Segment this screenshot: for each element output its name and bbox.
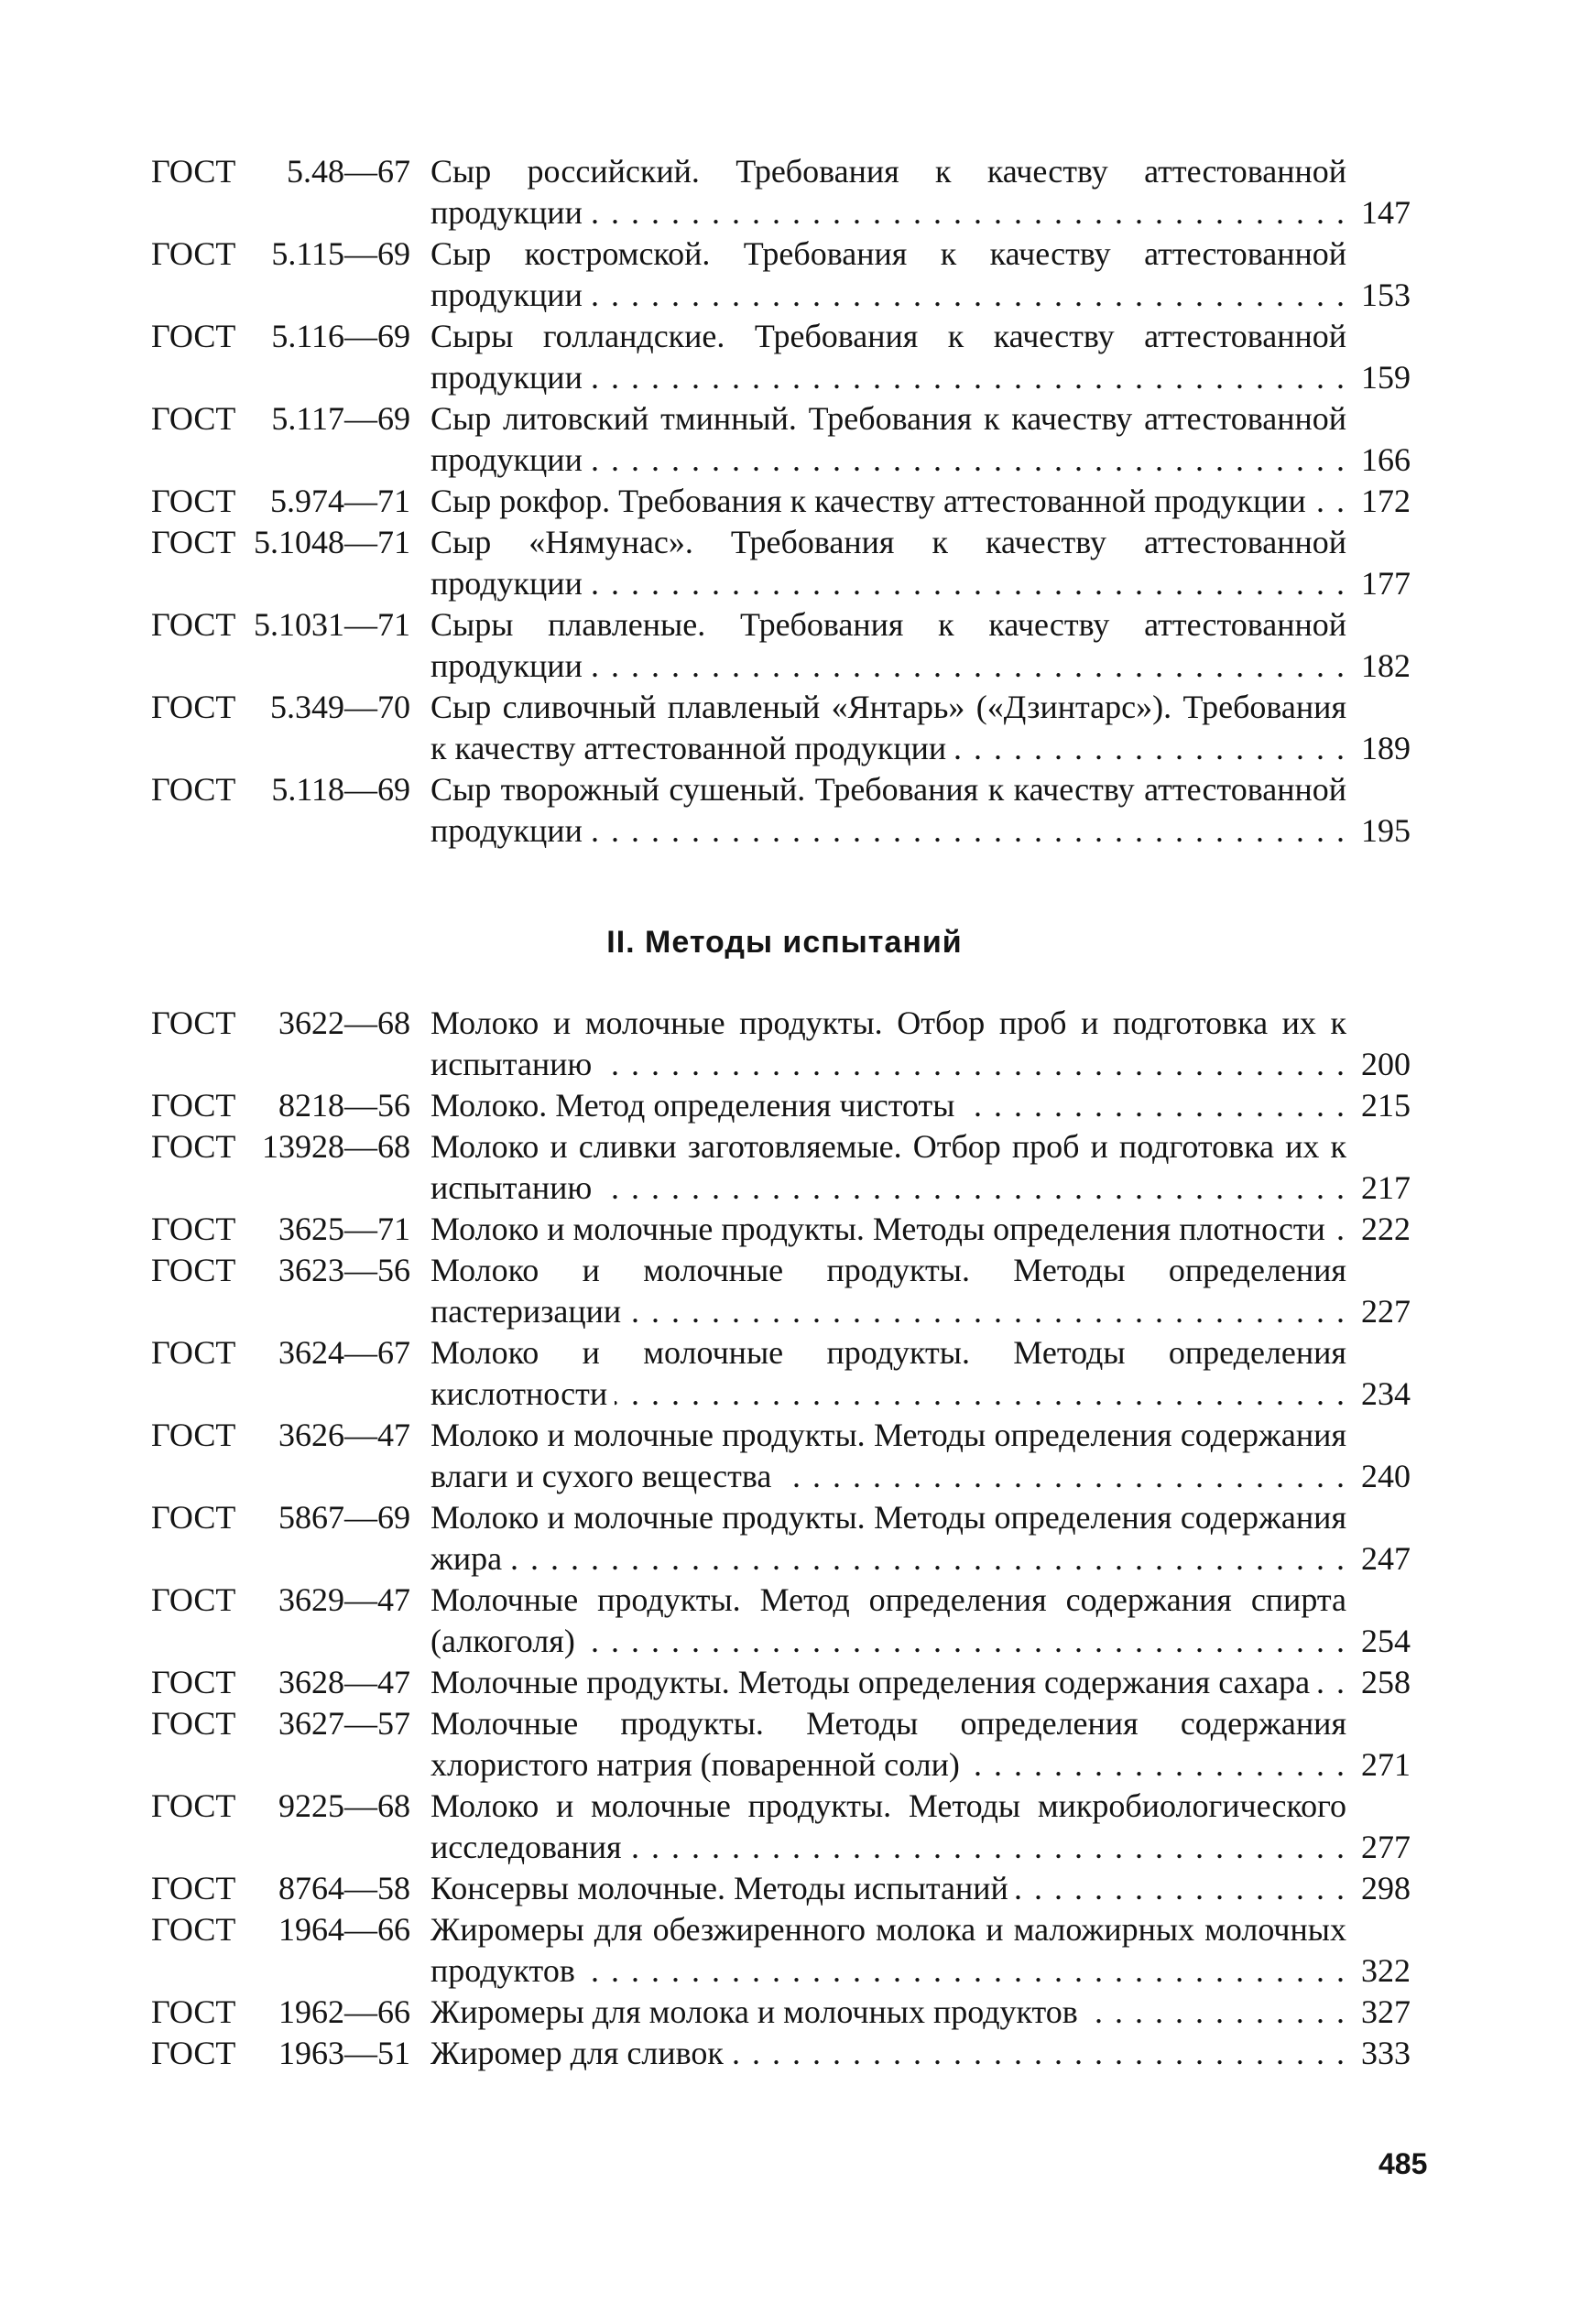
standard-prefix: ГОСТ xyxy=(151,483,236,519)
standard-number: 5.115—69 xyxy=(271,235,410,272)
entry-title-text: Сыр творожный сушеный. Требования к качеству аттестованной продукции xyxy=(430,771,1346,849)
standard-code xyxy=(151,769,430,852)
entry-title-text: Сыр сливочный плавленый «Янтарь» («Дзинтарс»). Требования к качеству аттестованной продукции xyxy=(430,689,1346,766)
standard-number: 5867—69 xyxy=(278,1499,410,1536)
standard-prefix: ГОСТ xyxy=(151,1334,236,1371)
toc-entry xyxy=(151,1126,1411,1209)
standard-number: 3626—47 xyxy=(278,1417,410,1453)
entry-title xyxy=(430,1126,1346,1209)
toc-entry xyxy=(151,233,1411,316)
entry-title-text: Молоко и молочные продукты. Методы микробиологического исследования xyxy=(430,1787,1346,1865)
standard-number: 3629—47 xyxy=(278,1581,410,1618)
entry-title xyxy=(430,1209,1346,1250)
entry-title xyxy=(430,1703,1346,1786)
toc-entry xyxy=(151,398,1411,481)
entry-page-number: 159 xyxy=(1361,359,1411,396)
entry-page-number: 166 xyxy=(1361,441,1411,478)
entry-title-text: Сыры плавленые. Требования к качеству аттестованной продукции xyxy=(430,606,1346,684)
entry-title xyxy=(430,1003,1346,1085)
standard-code xyxy=(151,1085,430,1126)
standard-prefix: ГОСТ xyxy=(151,771,236,808)
entry-title-text: Сыр костромской. Требования к качеству аттестованной продукции xyxy=(430,235,1346,313)
standard-prefix: ГОСТ xyxy=(151,153,236,190)
standard-code xyxy=(151,1992,430,2033)
entry-page-number: 227 xyxy=(1361,1293,1411,1330)
standard-number: 1964—66 xyxy=(278,1911,410,1948)
entry-title xyxy=(430,604,1346,687)
entry-title xyxy=(430,1992,1346,2033)
toc-entry xyxy=(151,151,1411,233)
standard-number: 3625—71 xyxy=(278,1211,410,1247)
standard-prefix: ГОСТ xyxy=(151,1087,236,1124)
standard-prefix: ГОСТ xyxy=(151,1211,236,1247)
standard-prefix: ГОСТ xyxy=(151,1664,236,1700)
toc-entry xyxy=(151,1703,1411,1786)
entry-title xyxy=(430,522,1346,604)
standard-code xyxy=(151,1662,430,1703)
standard-prefix: ГОСТ xyxy=(151,2035,236,2071)
entry-page-number: 147 xyxy=(1361,194,1411,231)
standard-prefix: ГОСТ xyxy=(151,1128,236,1165)
toc-entry xyxy=(151,1209,1411,1250)
entry-page-number: 217 xyxy=(1361,1169,1411,1206)
toc-entry xyxy=(151,522,1411,604)
standard-prefix: ГОСТ xyxy=(151,235,236,272)
standard-code xyxy=(151,687,430,769)
standard-number: 5.116—69 xyxy=(271,318,410,354)
entry-title xyxy=(430,1332,1346,1415)
standard-number: 3622—68 xyxy=(278,1005,410,1041)
toc-entry xyxy=(151,1580,1411,1662)
entry-page-number: 200 xyxy=(1361,1046,1411,1082)
entry-title-text: Молоко и молочные продукты. Методы определения плотности xyxy=(430,1211,1333,1247)
standard-code xyxy=(151,1703,430,1786)
standard-code xyxy=(151,604,430,687)
toc-section-2 xyxy=(151,1003,1411,2074)
standard-number: 1963—51 xyxy=(278,2035,410,2071)
standard-number: 5.48—67 xyxy=(287,153,410,190)
standard-code xyxy=(151,1332,430,1415)
entry-page-number: 240 xyxy=(1361,1458,1411,1494)
standard-code xyxy=(151,316,430,398)
standard-prefix: ГОСТ xyxy=(151,1870,236,1906)
entry-page-number: 177 xyxy=(1361,565,1411,602)
entry-title xyxy=(430,1497,1346,1580)
toc-entry xyxy=(151,1909,1411,1992)
standard-number: 8764—58 xyxy=(278,1870,410,1906)
standard-prefix: ГОСТ xyxy=(151,606,236,643)
entry-page-number: 258 xyxy=(1361,1664,1411,1700)
standard-number: 3624—67 xyxy=(278,1334,410,1371)
standard-number: 9225—68 xyxy=(278,1787,410,1824)
entry-title-text: Молоко и сливки заготовляемые. Отбор проб и подготовка их к испытанию xyxy=(430,1128,1346,1206)
entry-title-text: Сыр российский. Требования к качеству аттестованной продукции xyxy=(430,153,1346,231)
entry-title-text: Молочные продукты. Методы определения содержания хлористого натрия (поваренной соли) xyxy=(430,1705,1346,1783)
entry-title xyxy=(430,1786,1346,1868)
section-heading: II. Методы испытаний xyxy=(606,925,963,960)
toc-entry xyxy=(151,1250,1411,1332)
standard-code xyxy=(151,2033,430,2074)
entry-title-text: Молоко и молочные продукты. Методы определения содержания жира xyxy=(430,1499,1346,1577)
entry-title-text: Сыры голландские. Требования к качеству аттестованной продукции xyxy=(430,318,1346,396)
toc-entry xyxy=(151,604,1411,687)
entry-title-text: Сыр рокфор. Требования к качеству аттестованной продукции xyxy=(430,483,1313,519)
standard-prefix: ГОСТ xyxy=(151,1252,236,1288)
entry-title xyxy=(430,687,1346,769)
standard-prefix: ГОСТ xyxy=(151,1911,236,1948)
standard-number: 3627—57 xyxy=(278,1705,410,1742)
toc-entry xyxy=(151,1786,1411,1868)
entry-page-number: 182 xyxy=(1361,647,1411,684)
standard-prefix: ГОСТ xyxy=(151,1787,236,1824)
standard-number: 1962—66 xyxy=(278,1993,410,2030)
entry-title-text: Молочные продукты. Методы определения содержания сахара xyxy=(430,1664,1317,1700)
toc-entry xyxy=(151,1332,1411,1415)
page-number: 485 xyxy=(1378,2147,1428,2180)
standard-number: 5.117—69 xyxy=(271,400,410,437)
standard-prefix: ГОСТ xyxy=(151,1581,236,1618)
standard-code xyxy=(151,1003,430,1085)
entry-title-text: Молочные продукты. Метод определения содержания спирта (алкоголя) xyxy=(430,1581,1346,1659)
standard-prefix: ГОСТ xyxy=(151,1499,236,1536)
toc-entry xyxy=(151,1085,1411,1126)
standard-number: 5.974—71 xyxy=(270,483,410,519)
toc-section-1 xyxy=(151,151,1411,852)
entry-page-number: 333 xyxy=(1361,2035,1411,2071)
standard-prefix: ГОСТ xyxy=(151,318,236,354)
entry-title-text: Консервы молочные. Методы испытаний xyxy=(430,1870,1016,1906)
entry-page-number: 254 xyxy=(1361,1623,1411,1659)
entry-title xyxy=(430,316,1346,398)
toc-entry xyxy=(151,687,1411,769)
entry-title xyxy=(430,233,1346,316)
entry-title xyxy=(430,398,1346,481)
entry-page-number: 153 xyxy=(1361,277,1411,313)
toc-entry xyxy=(151,1662,1411,1703)
entry-page-number: 298 xyxy=(1361,1870,1411,1906)
entry-page-number: 234 xyxy=(1361,1375,1411,1412)
standard-code xyxy=(151,1250,430,1332)
toc-entry xyxy=(151,1003,1411,1085)
entry-page-number: 271 xyxy=(1361,1746,1411,1783)
toc-entry xyxy=(151,316,1411,398)
standard-number: 8218—56 xyxy=(278,1087,410,1124)
toc-entry xyxy=(151,481,1411,522)
standard-code xyxy=(151,233,430,316)
entry-title-text: Молоко и молочные продукты. Методы определения пастеризации xyxy=(430,1252,1346,1330)
toc-entry xyxy=(151,1415,1411,1497)
entry-page-number: 327 xyxy=(1361,1993,1411,2030)
entry-title-text: Молоко и молочные продукты. Методы определения кислотности xyxy=(430,1334,1346,1412)
standard-number: 3623—56 xyxy=(278,1252,410,1288)
standard-prefix: ГОСТ xyxy=(151,524,236,560)
entry-title xyxy=(430,1580,1346,1662)
standard-prefix: ГОСТ xyxy=(151,1417,236,1453)
toc-entry xyxy=(151,769,1411,852)
entry-title xyxy=(430,1868,1346,1909)
entry-title xyxy=(430,1662,1346,1703)
entry-title xyxy=(430,1909,1346,1992)
standard-code xyxy=(151,1209,430,1250)
entry-title xyxy=(430,1085,1346,1126)
entry-title-text: Жиромеры для молока и молочных продуктов xyxy=(430,1993,1085,2030)
entry-title xyxy=(430,2033,1346,2074)
standard-code xyxy=(151,1415,430,1497)
entry-page-number: 277 xyxy=(1361,1829,1411,1865)
entry-title xyxy=(430,151,1346,233)
standard-number: 5.118—69 xyxy=(271,771,410,808)
entry-page-number: 322 xyxy=(1361,1952,1411,1989)
standard-number: 3628—47 xyxy=(278,1664,410,1700)
entry-title-text: Сыр «Нямунас». Требования к качеству аттестованной продукции xyxy=(430,524,1346,602)
entry-title-text: Жиромер для сливок xyxy=(430,2035,731,2071)
standard-code xyxy=(151,1786,430,1868)
standard-prefix: ГОСТ xyxy=(151,400,236,437)
standard-prefix: ГОСТ xyxy=(151,1005,236,1041)
standard-code xyxy=(151,398,430,481)
entry-page-number: 215 xyxy=(1361,1087,1411,1124)
entry-page-number: 172 xyxy=(1361,483,1411,519)
standard-code xyxy=(151,522,430,604)
toc-entry xyxy=(151,2033,1411,2074)
entry-title xyxy=(430,1250,1346,1332)
standard-code xyxy=(151,1497,430,1580)
standard-number: 13928—68 xyxy=(262,1128,410,1165)
standard-number: 5.349—70 xyxy=(270,689,410,725)
entry-title-text: Жиромеры для обезжиренного молока и маложирных молочных продуктов xyxy=(430,1911,1346,1989)
standard-prefix: ГОСТ xyxy=(151,1705,236,1742)
standard-code xyxy=(151,151,430,233)
standard-prefix: ГОСТ xyxy=(151,689,236,725)
toc-entry xyxy=(151,1992,1411,2033)
entry-title-text: Молоко и молочные продукты. Отбор проб и подготовка их к испытанию xyxy=(430,1005,1346,1082)
standard-code xyxy=(151,481,430,522)
standard-code xyxy=(151,1868,430,1909)
entry-page-number: 222 xyxy=(1361,1211,1411,1247)
toc-entry xyxy=(151,1497,1411,1580)
entry-page-number: 189 xyxy=(1361,730,1411,766)
entry-page-number: 247 xyxy=(1361,1540,1411,1577)
entry-title-text: Сыр литовский тминный. Требования к качеству аттестованной продукции xyxy=(430,400,1346,478)
standard-code xyxy=(151,1126,430,1209)
standard-code xyxy=(151,1909,430,1992)
standard-number: 5.1031—71 xyxy=(254,606,410,643)
standard-number: 5.1048—71 xyxy=(254,524,410,560)
entry-title xyxy=(430,1415,1346,1497)
standard-code xyxy=(151,1580,430,1662)
entry-title xyxy=(430,481,1346,522)
entry-page-number: 195 xyxy=(1361,812,1411,849)
entry-title xyxy=(430,769,1346,852)
standard-prefix: ГОСТ xyxy=(151,1993,236,2030)
entry-title-text: Молоко и молочные продукты. Методы определения содержания влаги и сухого вещества xyxy=(430,1417,1346,1494)
toc-entry xyxy=(151,1868,1411,1909)
entry-title-text: Молоко. Метод определения чистоты xyxy=(430,1087,962,1124)
